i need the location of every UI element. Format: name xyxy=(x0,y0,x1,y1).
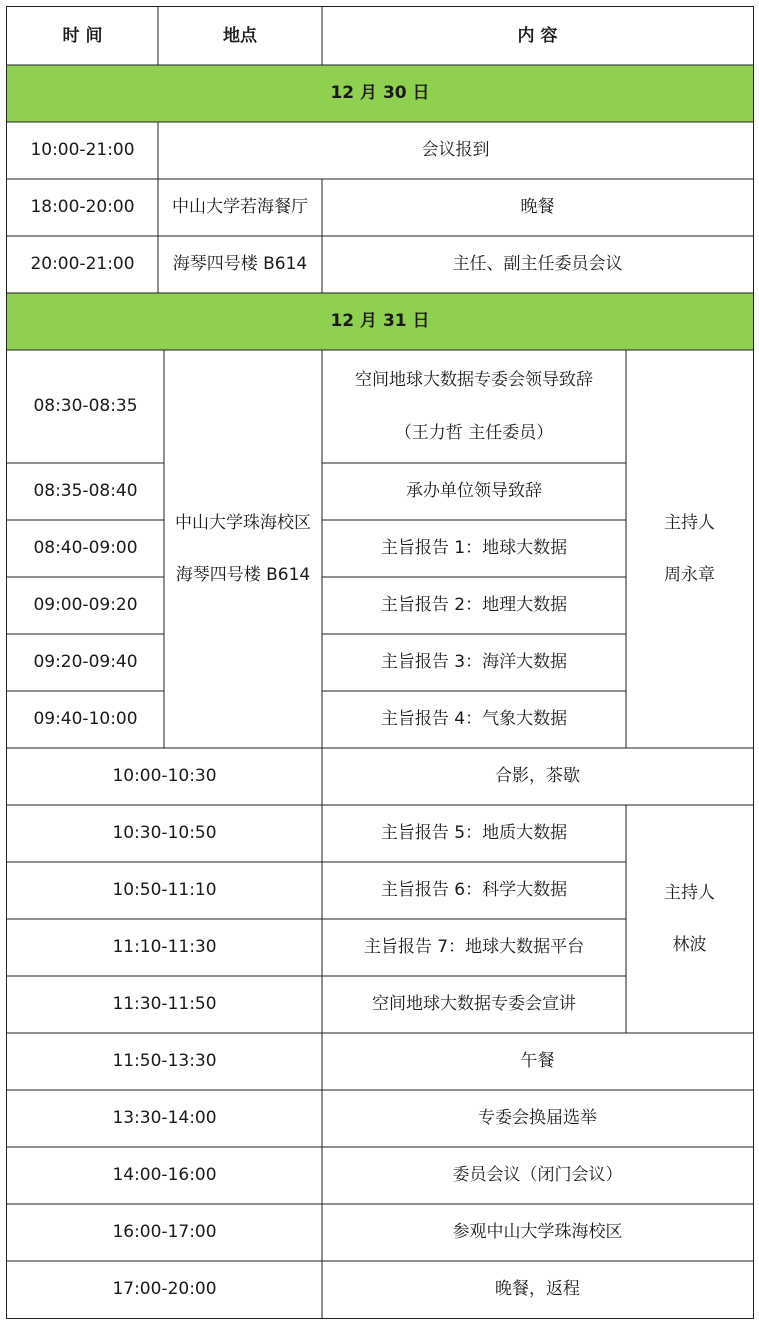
day2-row15-time: 16:00-17:00 xyxy=(7,1204,322,1261)
opening-speech-line2: （王力哲 主任委员） xyxy=(394,422,554,443)
day2-row3-content: 主旨报告 1：地球大数据 xyxy=(322,520,626,577)
day2-row7-time: 10:00-10:30 xyxy=(7,748,322,805)
day2-row4-time: 09:00-09:20 xyxy=(7,577,164,634)
day1-row2-time: 18:00-20:00 xyxy=(7,179,158,236)
day2-row9-content: 主旨报告 6：科学大数据 xyxy=(322,862,626,919)
host2-name: 林波 xyxy=(672,935,707,955)
day2-row13-time: 13:30-14:00 xyxy=(7,1090,322,1147)
day2-opening-speech xyxy=(322,350,626,463)
day2-row5-content: 主旨报告 3：海洋大数据 xyxy=(322,634,626,691)
header-place: 地点 xyxy=(158,7,322,65)
host1-name: 周永章 xyxy=(664,565,715,585)
day2-row10-time: 11:10-11:30 xyxy=(7,919,322,976)
day1-row3-time: 20:00-21:00 xyxy=(7,236,158,293)
day1-row3-place: 海琴四号楼 B614 xyxy=(158,236,322,293)
day2-row12-content: 午餐 xyxy=(322,1033,753,1090)
header-time: 时 间 xyxy=(7,7,158,65)
day2-row2-content: 承办单位领导致辞 xyxy=(322,463,626,520)
host2-label: 主持人 xyxy=(664,882,715,903)
day2-row10-content: 主旨报告 7：地球大数据平台 xyxy=(322,919,626,976)
day2-row11-content: 空间地球大数据专委会宣讲 xyxy=(322,976,626,1033)
day2-row15-content: 参观中山大学珠海校区 xyxy=(322,1204,753,1261)
host1-label: 主持人 xyxy=(664,512,715,533)
day2-row6-time: 09:40-10:00 xyxy=(7,691,164,748)
day2-row16-time: 17:00-20:00 xyxy=(7,1261,322,1318)
day2-morning-place xyxy=(164,350,322,748)
day2-row7-content: 合影，茶歇 xyxy=(322,748,753,805)
day1-row1-time: 10:00-21:00 xyxy=(7,122,158,179)
host2-cell xyxy=(626,805,753,1033)
day2-row12-time: 11:50-13:30 xyxy=(7,1033,322,1090)
day2-row8-content: 主旨报告 5：地质大数据 xyxy=(322,805,626,862)
day1-row1-content: 会议报到 xyxy=(158,122,753,179)
morning-place-line2: 海琴四号楼 B614 xyxy=(175,565,311,585)
header-content: 内 容 xyxy=(322,7,753,65)
day2-row9-time: 10:50-11:10 xyxy=(7,862,322,919)
day2-row5-time: 09:20-09:40 xyxy=(7,634,164,691)
day2-row1-time: 08:30-08:35 xyxy=(7,350,164,463)
day2-row3-time: 08:40-09:00 xyxy=(7,520,164,577)
day2-row14-content: 委员会议（闭门会议） xyxy=(322,1147,753,1204)
host1-cell xyxy=(626,350,753,748)
day2-date-band: 12 月 31 日 xyxy=(7,293,753,350)
day2-row16-content: 晚餐，返程 xyxy=(322,1261,753,1318)
day2-row4-content: 主旨报告 2：地理大数据 xyxy=(322,577,626,634)
day1-date-band: 12 月 30 日 xyxy=(7,65,753,122)
day2-row11-time: 11:30-11:50 xyxy=(7,976,322,1033)
day1-row2-place: 中山大学若海餐厅 xyxy=(158,179,322,236)
day2-row8-time: 10:30-10:50 xyxy=(7,805,322,862)
opening-speech-line1: 空间地球大数据专委会领导致辞 xyxy=(355,370,593,391)
day1-row3-content: 主任、副主任委员会议 xyxy=(322,236,753,293)
day2-row13-content: 专委会换届选举 xyxy=(322,1090,753,1147)
morning-place-line1: 中山大学珠海校区 xyxy=(175,512,311,533)
day2-row14-time: 14:00-16:00 xyxy=(7,1147,322,1204)
day2-row6-content: 主旨报告 4：气象大数据 xyxy=(322,691,626,748)
day1-row2-content: 晚餐 xyxy=(322,179,753,236)
day2-row2-time: 08:35-08:40 xyxy=(7,463,164,520)
